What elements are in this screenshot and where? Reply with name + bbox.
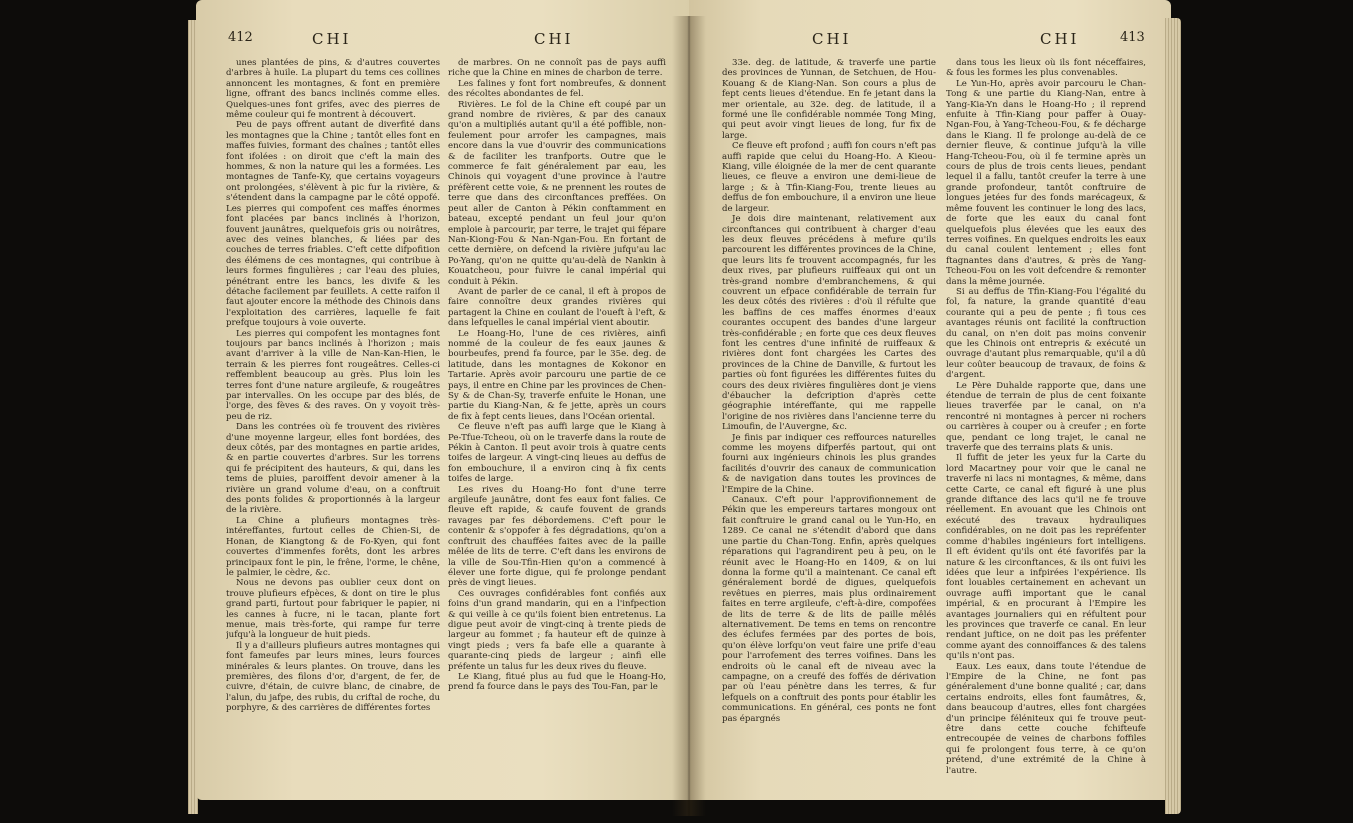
paragraph: Les rives du Hoang-Ho font d'une terre argileufe jaunâtre, dont fes eaux font falies. Ce fleuve eft rapide, & caufe fouvent de grands ravages par fes débordemens. C'eft pour le contenir & s'oppofer à fes dégradations, qu'on a conftruit des chauffées faites avec de la paille mêlée de lits de terre. C'eft dans les environs de la ville de Sou-Tfin-Hien qu'on a commencé à élever une forte digue, qui fe prolonge pendant près de vingt lieues. <box>448 484 666 589</box>
right-header-right: CHI <box>1040 30 1080 48</box>
paragraph: Les falines y font fort nombreufes, & donnent des récoltes abondantes de fel. <box>448 78 666 100</box>
paragraph: Il y a d'ailleurs plufieurs autres montagnes qui font fameufes par leurs mines, leurs fources minérales & leurs plantes. On trouve, dans les premières, des filons d'or, d'argent, de fer, de cuivre, d'étain, de cuivre blanc, de cinabre, de l'alun, du jafpe, des rubis, du criftal de roche, du porphyre, & des carrières de différentes fortes <box>226 640 440 714</box>
left-page-column-2 <box>448 58 666 783</box>
paragraph: unes plantées de pins, & d'autres couvertes d'arbres à huile. La plupart du tems ces collines annoncent les montagnes, & font en première ligne, offrant des bancs inclinés comme elles. Quelques-unes font grifes, avec des pierres de même couleur qui fe montrent à découvert. <box>226 58 440 121</box>
paragraph: Les pierres qui compofent les montagnes font toujours par bancs inclinés à l'horizon ; mais avant d'arriver à la ville de Nan-Kan-Hien, le terrain & les pierres font rougeâtres. Celles-ci reffemblent beaucoup au grès. Plus loin les terres font d'une nature argileufe, & rougeâtres par intervalles. On les occupe par des blés, de l'orge, des fèves & des raves. On y voyoit très-peu de riz. <box>226 328 440 422</box>
paragraph: Le Yun-Ho, après avoir parcouru le Chan-Tong & une partie du Kiang-Nan, entre à Yang-Kia-Yn dans le Hoang-Ho ; il reprend enfuite à Tfin-Kiang pour paffer à Ouay-Ngan-Fou, à Yang-Tcheou-Fou, & fe décharge dans le Kiang. Il fe prolonge au-delà de ce dernier fleuve, & continue jufqu'à la ville Hang-Tcheou-Fou, où il fe termine après un cours de plus de trois cents lieues, pendant lequel il a fallu, tantôt creufer la terre à une grande profondeur, tantôt conftruire de longues jetées fur des fonds marécageux, & même fouvent les continuer le long des lacs, de forte que les eaux du canal font quelquefois plus élevées que les eaux des terres voifines. En quelques endroits les eaux du canal coulent lentement ; elles font ftagnantes dans d'autres, & près de Yang-Tcheou-Fou on les voit defcendre & remonter dans la même journée. <box>946 78 1146 287</box>
paragraph: de marbres. On ne connoît pas de pays auffi riche que la Chine en mines de charbon de terre. <box>448 58 666 79</box>
paragraph: Si au deffus de Tfin-Kiang-Fou l'égalité du fol, fa nature, la grande quantité d'eau courante qui a peu de pente ; fi tous ces avantages réunis ont facilité la conftruction du canal, on n'en doit pas moins convenir que les Chinois ont entrepris & exécuté un ouvrage d'autant plus remarquable, qu'il a dû leur coûter beaucoup de travaux, de foins & d'argent. <box>946 286 1146 381</box>
left-page-number: 412 <box>228 30 253 45</box>
paragraph: Avant de parler de ce canal, il eft à propos de faire connoître deux grandes rivières qui partagent la Chine en coulant de l'oueft à l'eft, & dans lefquelles le canal impérial vient aboutir. <box>448 286 666 329</box>
paragraph: Je finis par indiquer ces reffources naturelles comme les moyens difperfés partout, qui ont fourni aux ingénieurs chinois les plus grandes facilités d'ouvrir des canaux de communication & de navigation dans toutes les provinces de l'Empire de la Chine. <box>722 432 936 495</box>
paragraph: Canaux. C'eft pour l'approvifionnement de Pékin que les empereurs tartares mongoux ont fait conftruire le grand canal ou le Yun-Ho, en 1289. Ce canal ne s'étendit d'abord que dans une partie du Chan-Tong. Enfin, après quelques réparations qui l'agrandirent peu à peu, on le réunit avec le Hoang-Ho en 1409, & on lui donna la forme qu'il a maintenant. Ce canal eft généralement bordé de digues, quelquefois revêtues en pierres, mais plus ordinairement faites en terre argileufe, c'eft-à-dire, compofées de lits de terre & de lits de paille mêlés alternativement. De tems en tems on rencontre des éclufes fermées par des portes de bois, qu'on élève lorfqu'on veut faire une prife d'eau pour l'arrofement des terres voifines. Dans les endroits où le canal eft de niveau avec la campagne, on a creufé des foffés de dérivation par où l'eau pénètre dans les terres, & fur lefquels on a conftruit des ponts pour établir les communications. En général, ces ponts ne font pas épargnés <box>722 495 936 724</box>
right-page-column-1 <box>722 58 936 783</box>
left-page-column-1 <box>226 58 440 783</box>
left-header-right: CHI <box>534 30 574 48</box>
paragraph: Peu de pays offrent autant de diverfité dans les montagnes que la Chine ; tantôt elles font en maffes fuivies, formant des chaînes ; tantôt elles font ifolées : on diroit que c'eft la main des hommes, & non la nature qui les a formées. Les montagnes de Tanfe-Ky, que certains voyageurs ont prolongées, s'élèvent à pic fur la rivière, & s'étendent dans la campagne par le côté oppofé. Les pierres qui compofent ces maffes énormes font placées par bancs inclinés à l'horizon, fouvent jaunâtres, quelquefois gris ou noirâtres, avec des veines blanches, & liées par des couches de terres friables. C'eft cette difpofition des élémens de ces montagnes, qui contribue à leurs formes fingulières ; car l'eau des pluies, pénétrant entre les bancs, les divife & les détache facilement par feuillets. A cette raifon il faut ajouter encore la méthode des Chinois dans l'exploitation des carrières, laquelle fe fait prefque toujours à voie ouverte. <box>226 120 440 329</box>
paragraph: La Chine a plufieurs montagnes très-intéreffantes, furtout celles de Chien-Si, de Honan, de Kiangtong & de Fo-Kyen, qui font couvertes d'immenfes forêts, dont les arbres principaux font le pin, le frêne, l'orme, le chêne, le palmier, le cèdre, &c. <box>226 515 440 578</box>
right-fore-edge <box>1165 18 1181 814</box>
right-page-number: 413 <box>1120 30 1145 45</box>
paragraph: Nous ne devons pas oublier ceux dont on trouve plufieurs efpèces, & dont on tire le plus grand parti, furtout pour fabriquer le papier, ni les cannes à fucre, ni le tacan, plante fort menue, mais très-forte, qui rampe fur terre jufqu'à la longueur de huit pieds. <box>226 578 440 641</box>
paragraph: Il fuffit de jeter les yeux fur la Carte du lord Macartney pour voir que le canal ne traverfe ni lacs ni montagnes, & même, dans cette Carte, ce canal eft figuré à une plus grande diftance des lacs qu'il ne fe trouve réellement. En avouant que les Chinois ont exécuté des travaux hydrauliques confidérables, on ne doit pas les repréfenter comme d'habiles ingénieurs fort intelligens. Il eft évident qu'ils ont été favorifés par la nature & les circonftances, & ils ont fuivi les idées que leur a infpirées l'expérience. Ils font louables certainement en achevant un ouvrage auffi important que le canal impérial, & en procurant à l'Empire les avantages journaliers qui en réfultent pour les provinces que traverfe ce canal. En leur rendant juftice, on ne doit pas les préfenter comme ayant des connoiffances & des talens qu'ils n'ont pas. <box>946 453 1146 662</box>
paragraph: Le Père Duhalde rapporte que, dans une étendue de terrain de plus de cent foixante lieues traverfée par le canal, on n'a rencontré ni montagnes à percer ni rochers ou carrières à couper ou à creufer ; en forte que, pendant ce long trajet, le canal ne traverfe que des terrains plats & unis. <box>946 380 1146 454</box>
paragraph: dans tous les lieux où ils font néceffaires, & fous les formes les plus convenables. <box>946 58 1146 79</box>
paragraph: Rivières. Le fol de la Chine eft coupé par un grand nombre de rivières, & par des canaux qu'on a multipliés autant qu'il a été poffible, non-feulement pour arrofer les campagnes, mais encore dans la vue d'ouvrir des communications & de faciliter les tranfports. Outre que le commerce fe fait généralement par eau, les Chinois qui voyagent d'une province à l'autre préfèrent cette voie, & ne prennent les routes de terre que dans des circonftances preffées. On peut aller de Canton à Pékin conftamment en bateau, excepté pendant un feul jour qu'on emploie à parcourir, par terre, le trajet qui fépare Nan-Kiong-Fou & Nan-Ngan-Fou. En fortant de cette dernière, on defcend la rivière jufqu'au lac Po-Yang, qu'on ne quitte qu'au-delà de Nankin à Kouatcheou, pour fuivre le canal impérial qui conduit à Pékin. <box>448 99 666 287</box>
paragraph: Je dois dire maintenant, relativement aux circonftances qui contribuent à charger d'eau les deux fleuves précédens à mefure qu'ils parcourent les différentes provinces de la Chine, que leurs lits fe trouvent accompagnés, fur les deux rives, par plufieurs ruiffeaux qui ont un très-grand nombre d'embranchemens, & qui couvrent un efpace confidérable de terrain fur les deux côtés des rivières : d'où il réfulte que les baffins de ces maffes énormes d'eaux courantes occupent des bandes d'une largeur très-confidérable ; en forte que ces deux fleuves font les centres d'une infinité de ruiffeaux & rivières dont font chargées les Cartes des provinces de la Chine de Danville, & furtout les parties où font figurées les différentes fuites du cours des deux rivières fingulières dont je viens d'ébaucher la defcription d'après cette géographie intéreffante, qui me rappelle l'origine de nos rivières dans l'ancienne terre du Limoufin, de l'Auvergne, &c. <box>722 214 936 433</box>
left-header-left: CHI <box>312 30 352 48</box>
paragraph: Ce fleuve eft profond ; auffi fon cours n'eft pas auffi rapide que celui du Hoang-Ho. A Kieou-Kiang, ville éloignée de la mer de cent quarante lieues, ce fleuve a environ une demi-lieue de large ; & à Tfin-Kiang-Fou, trente lieues au deffus de fon embouchure, il a environ une lieue de largeur. <box>722 141 936 214</box>
right-page-column-2 <box>946 58 1146 783</box>
paragraph: Le Hoang-Ho, l'une de ces rivières, ainfi nommé de la couleur de fes eaux jaunes & bourbeufes, prend fa fource, par le 35e. deg. de latitude, dans les montagnes de Kokonor en Tartarie. Après avoir parcouru une partie de ce pays, il entre en Chine par les provinces de Chen-Sy & de Chan-Sy, traverfe enfuite le Honan, une partie du Kiang-Nan, & fe jette, après un cours de fix à fept cents lieues, dans l'Océan oriental. <box>448 328 666 422</box>
paragraph: Le Kiang, fitué plus au fud que le Hoang-Ho, prend fa fource dans le pays des Tou-Fan, par le <box>448 671 666 693</box>
paragraph: Ces ouvrages confidérables font confiés aux foins d'un grand mandarin, qui en a l'infpection & qui veille à ce qu'ils foient bien entretenus. La digue peut avoir de vingt-cinq à trente pieds de largeur au fommet ; fa hauteur eft de quinze à vingt pieds ; vers fa bafe elle a quarante à quarante-cinq pieds de largeur ; ainfi elle préfente un talus fur les deux rives du fleuve. <box>448 588 666 672</box>
paragraph: Eaux. Les eaux, dans toute l'étendue de l'Empire de la Chine, ne font pas généralement d'une bonne qualité ; car, dans certains endroits, elles font faumâtres, &, dans beaucoup d'autres, elles font chargées d'un principe féléniteux qui fe trouve peut-être dans cette couche fchifteufe entrecoupée de veines de charbons foffiles qui fe prolongent fous terre, à ce qu'on prétend, d'une extrémité de la Chine à l'autre. <box>946 661 1146 776</box>
paragraph: Ce fleuve n'eft pas auffi large que le Kiang à Pe-Tfue-Tcheou, où on le traverfe dans la route de Pékin à Canton. Il peut avoir trois à quatre cents toifes de largeur. A vingt-cinq lieues au deffus de fon embouchure, il a environ cinq à fix cents toifes de large. <box>448 422 666 485</box>
paragraph: 33e. deg. de latitude, & traverfe une partie des provinces de Yunnan, de Setchuen, de Hou-Kouang & de Kiang-Nan. Son cours a plus de fept cents lieues d'étendue. En fe jetant dans la mer orientale, au 32e. deg. de latitude, il a formé une île confidérable nommée Tong Ming, qui peut avoir vingt lieues de long, fur fix de large. <box>722 58 936 141</box>
right-header-left: CHI <box>812 30 852 48</box>
paragraph: Dans les contrées où fe trouvent des rivières d'une moyenne largeur, elles font bordées, des deux côtés, par des montagnes en partie arides, & en partie couvertes d'arbres. Sur les torrens qui fe précipitent des hauteurs, & qui, dans les tems de pluies, paroiffent devoir amener à la rivière un grand volume d'eau, on a conftruit des ponts folides & proportionnés à la largeur de la rivière. <box>226 422 440 516</box>
